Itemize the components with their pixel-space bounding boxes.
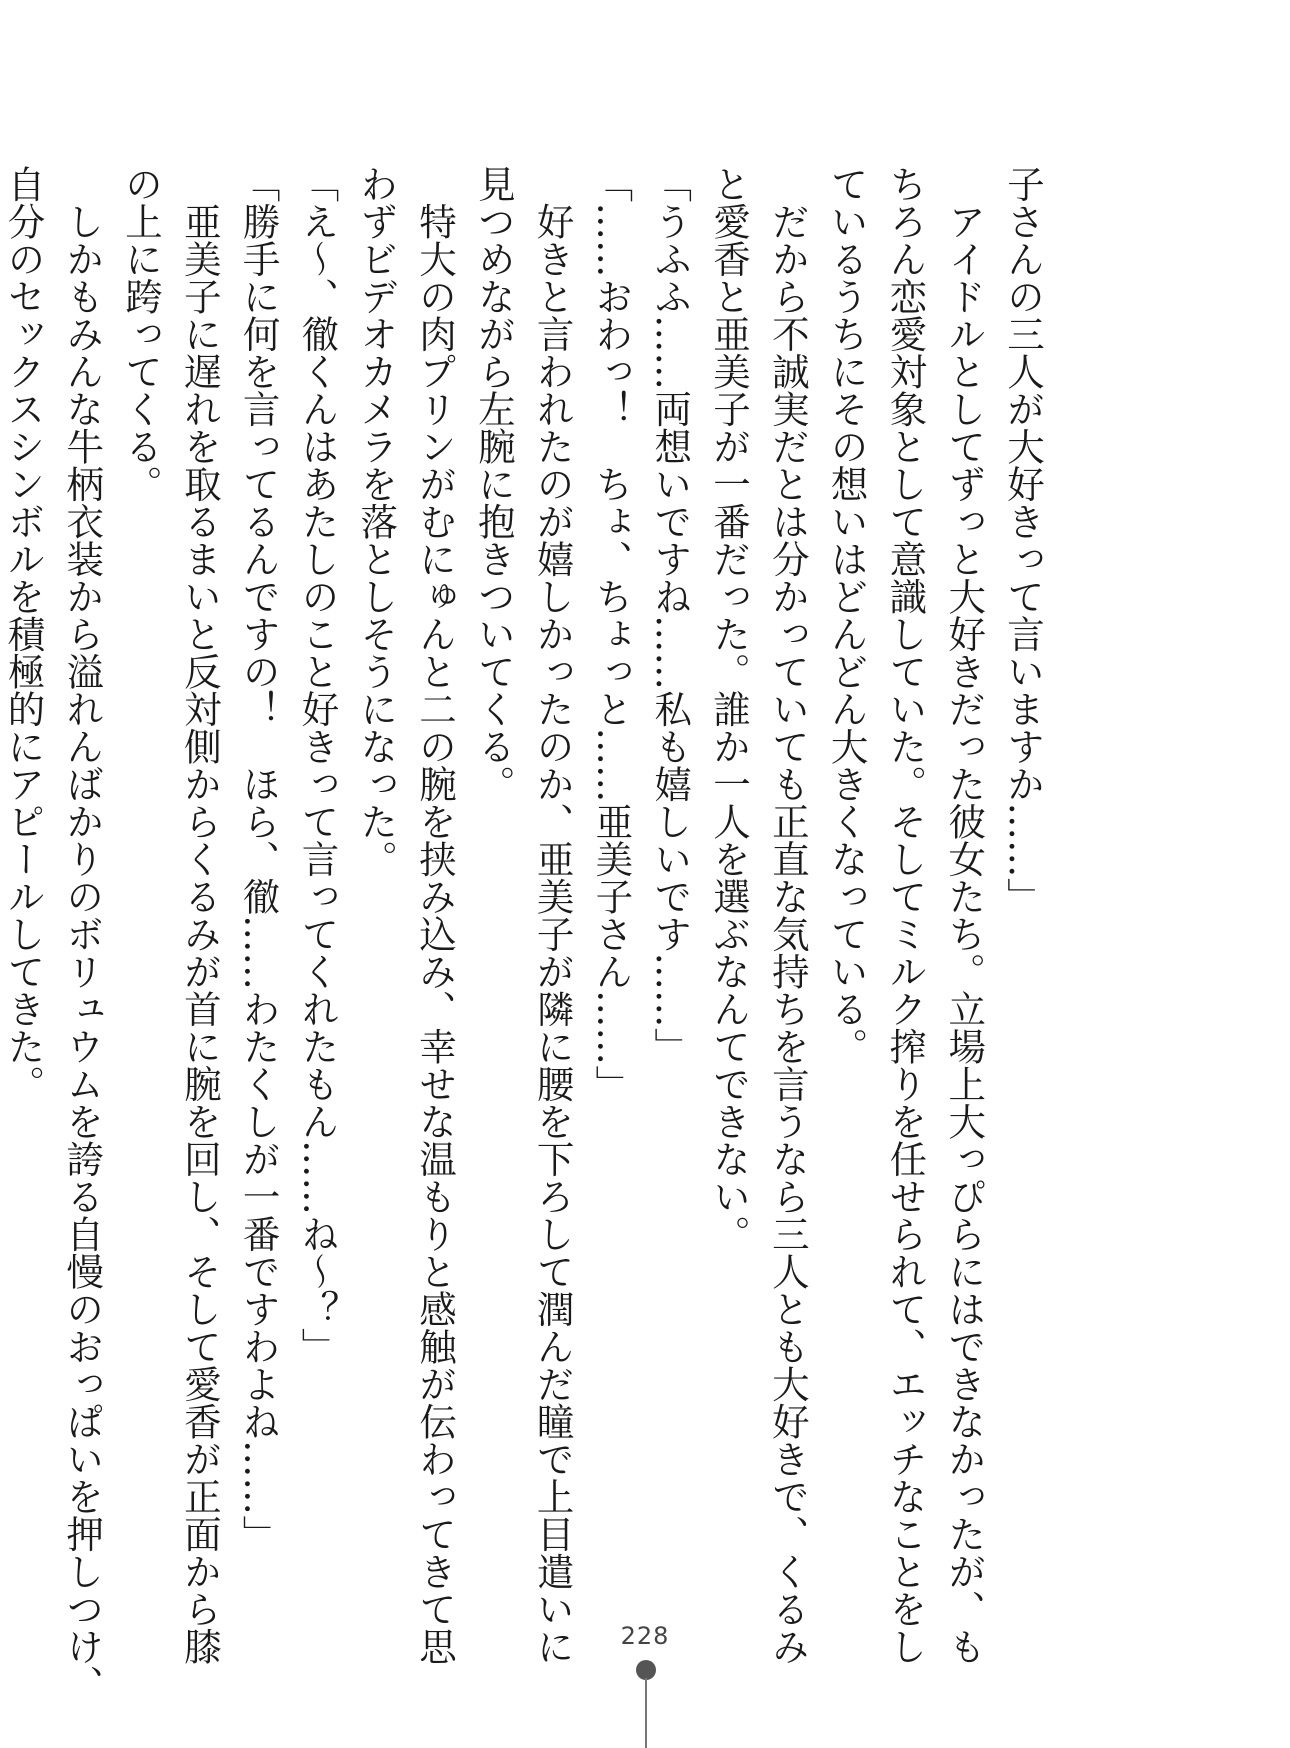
text-line: だから不誠実だとは分かっていても正直な気持ちを言うなら三人とも大好きで、くるみ [765,165,810,1665]
text-line: 子さんの三人が大好きって言いますか……」 [1001,165,1045,915]
text-line: ちろん恋愛対象として意識していた。そしてミルク搾りを任せられて、エッチなことをし [883,165,928,1665]
text-line: と愛香と亜美子が一番だった。誰か一人を選ぶなんてできない。 [707,165,752,1253]
text-line: 見つめながら左腕に抱きついてくる。 [471,165,516,803]
text-line: 特大の肉プリンがむにゅんと二の腕を挟み込み、幸せな温もりと感触が伝わってきて思 [413,165,458,1665]
marker-dot [636,1660,656,1680]
page-number: 228 [620,1622,670,1650]
text-line: しかもみんな牛柄衣装から溢れんばかりのボリュウムを誇る自慢のおっぱいを押しつけ、 [60,165,105,1703]
text-line: 亜美子に遅れを取るまいと反対側からくるみが首に腕を回し、そして愛香が正面から膝 [177,165,222,1665]
text-line: 好きと言われたのが嬉しかったのか、亜美子が隣に腰を下ろして潤んだ瞳で上目遣いに [530,165,575,1665]
text-line: わずビデオカメラを落としそうになった。 [354,165,399,878]
text-line: ているうちにその想いはどんどん大きくなっている。 [824,165,869,1065]
text-line: アイドルとしてずっと大好きだった彼女たち。立場上大っぴらにはできなかったが、も [942,165,987,1665]
text-line: 「勝手に何を言ってるんですの！ ほら、徹……わたくしが一番ですわよね……」 [236,165,281,1553]
text-line: 「え～、徹くんはあたしのこと好きって言ってくれたもん……ね～？」 [295,165,340,1365]
text-line: 「うふふ……両想いですね……私も嬉しいです……」 [648,165,693,1065]
text-line: 「……おわっ！ ちょ、ちょっと……亜美子さん……」 [589,165,634,1103]
page-marker-icon [636,1660,656,1748]
text-line: の上に跨ってくる。 [119,165,164,503]
text-line: 自分のセックスシンボルを積極的にアピールしてきた。 [1,165,46,1103]
marker-stem [645,1678,647,1748]
